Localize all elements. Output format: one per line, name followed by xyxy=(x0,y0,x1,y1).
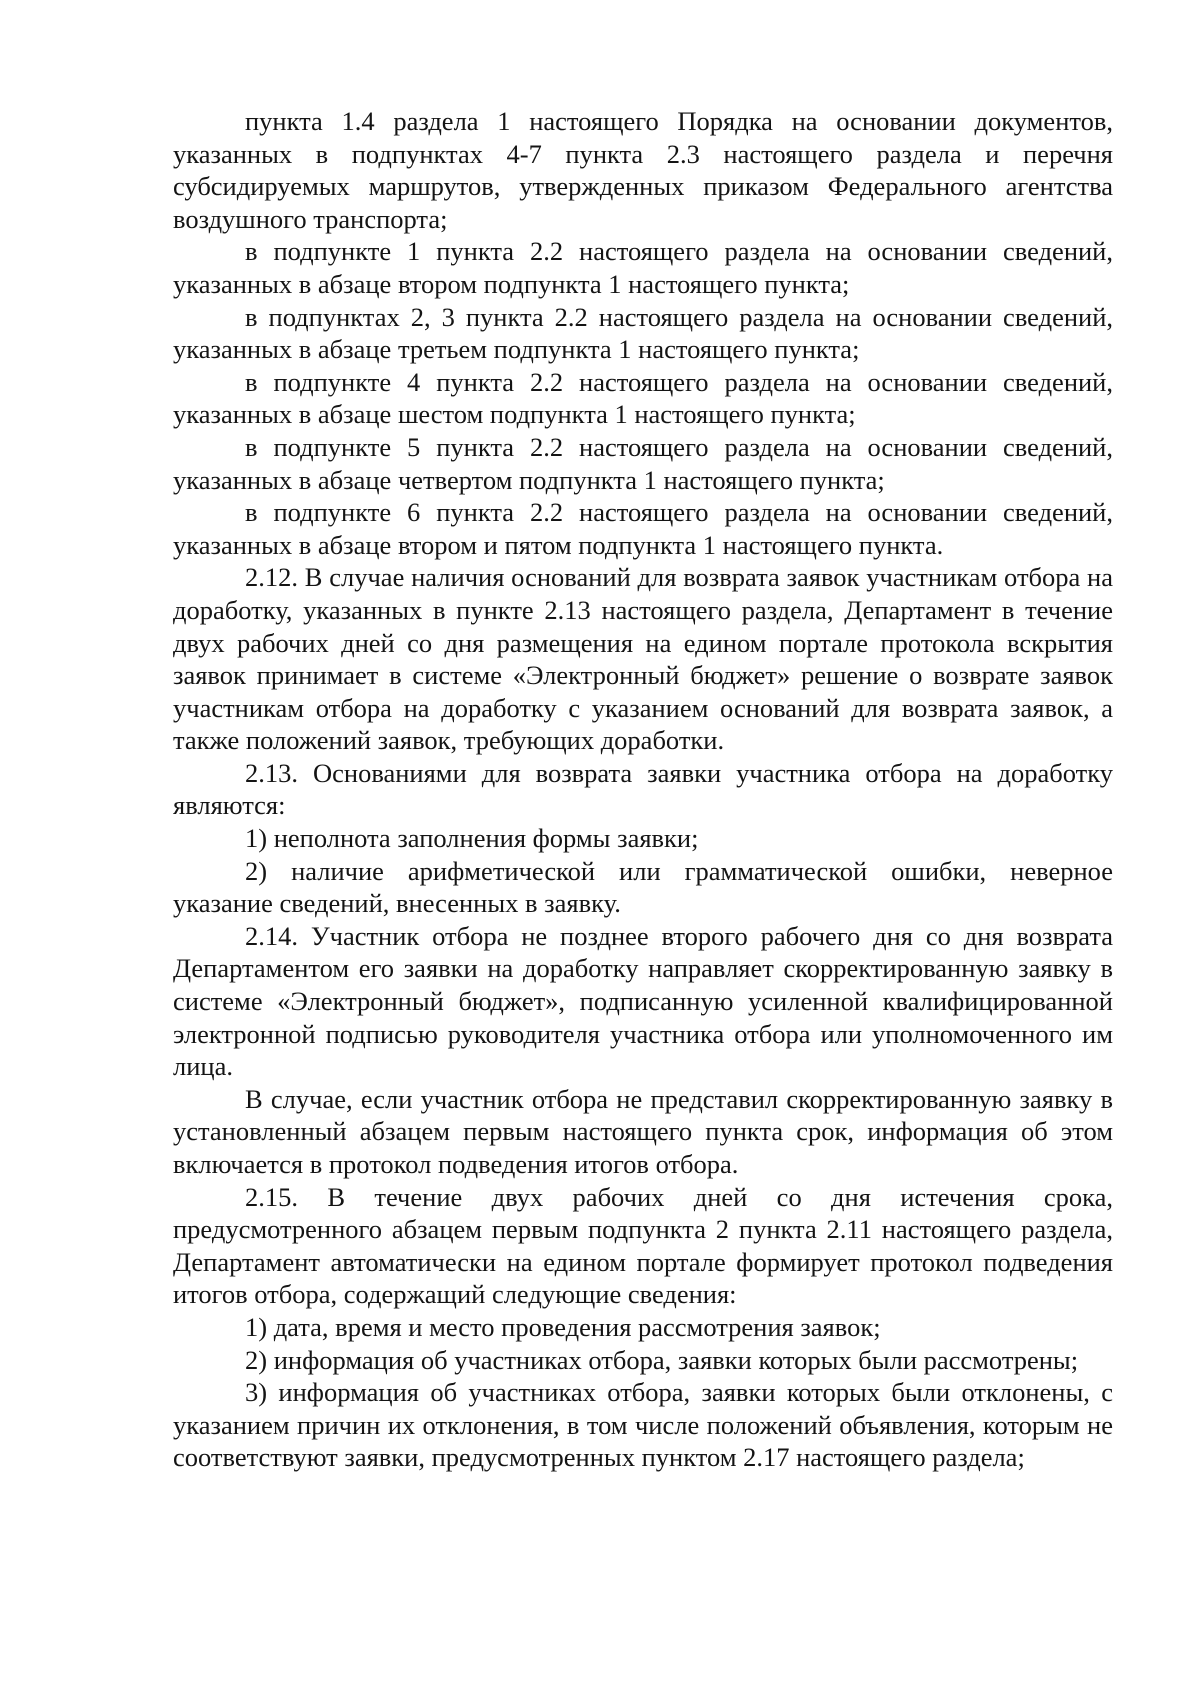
list-item-2-15-2: 2) информация об участниках отбора, заявки которых были рассмотрены; xyxy=(245,1344,1079,1375)
paragraph-subclause-2-3: в подпунктах 2, 3 пункта 2.2 настоящего раздела на основании сведений, указанных в абзаце третьем подпункта 1 настоящего пункта; xyxy=(173,301,1113,365)
paragraph-2-15: 2.15. В течение двух рабочих дней со дня истечения срока, предусмотренного абзацем первым подпункта 2 пункта 2.11 настоящего раздела, Департамент автоматически на едином портале формирует протокол подведения итогов отбора, содержащий следующие сведения: xyxy=(173,1181,1113,1310)
paragraph-subclause-4: в подпункте 4 пункта 2.2 настоящего раздела на основании сведений, указанных в абзаце шестом подпункта 1 настоящего пункта; xyxy=(173,366,1113,430)
paragraph-subclause-1: в подпункте 1 пункта 2.2 настоящего раздела на основании сведений, указанных в абзаце втором подпункта 1 настоящего пункта; xyxy=(173,236,1113,299)
list-item-2-13-1: 1) неполнота заполнения формы заявки; xyxy=(245,823,699,854)
paragraph-subclause-6: в подпункте 6 пункта 2.2 настоящего раздела на основании сведений, указанных в абзаце втором и пятом подпункта 1 настоящего пункта. xyxy=(173,497,1113,560)
paragraph-subclause-5: в подпункте 5 пункта 2.2 настоящего раздела на основании сведений, указанных в абзаце четвертом подпункта 1 настоящего пункта; xyxy=(173,431,1113,495)
paragraph-2-12: 2.12. В случае наличия оснований для возврата заявок участникам отбора на доработку, указанных в пункте 2.13 настоящего раздела, Департамент в течение двух рабочих дней со дня размещения на едином портале протокола вскрытия заявок принимает в системе «Электронный бюджет» решение о возврате заявок участникам отбора на доработку с указанием оснований для возврата заявок, а также положений заявок, требующих доработки. xyxy=(173,562,1113,756)
list-item-2-13-2: 2) наличие арифметической или грамматической ошибки, неверное указание сведений, внесенных в заявку. xyxy=(173,855,1113,919)
list-item-2-15-1: 1) дата, время и место проведения рассмотрения заявок; xyxy=(245,1311,881,1342)
paragraph-2-14-second: В случае, если участник отбора не представил скорректированную заявку в установленный абзацем первым настоящего пункта срок, информация об этом включается в протокол подведения итогов отбора. xyxy=(173,1083,1113,1179)
document-page xyxy=(173,105,1113,1474)
list-item-2-15-3: 3) информация об участниках отбора, заявки которых были отклонены, с указанием причин их отклонения, в том числе положений объявления, которым не соответствуют заявки, предусмотренных пунктом 2.17 настоящего раздела; xyxy=(173,1377,1113,1473)
paragraph-2-14: 2.14. Участник отбора не позднее второго рабочего дня со дня возврата Департаментом его заявки на доработку направляет скорректированную заявку в системе «Электронный бюджет», подписанную усиленной квалифицированной электронной подписью руководителя участника отбора или уполномоченного им лица. xyxy=(173,920,1113,1082)
paragraph-continuation: пункта 1.4 раздела 1 настоящего Порядка на основании документов, указанных в подпунктах 4-7 пункта 2.3 настоящего раздела и перечня субсидируемых маршрутов, утвержденных приказом Федерального агентства воздушного транспорта; xyxy=(173,106,1113,234)
paragraph-2-13: 2.13. Основаниями для возврата заявки участника отбора на доработку являются: xyxy=(173,757,1113,821)
